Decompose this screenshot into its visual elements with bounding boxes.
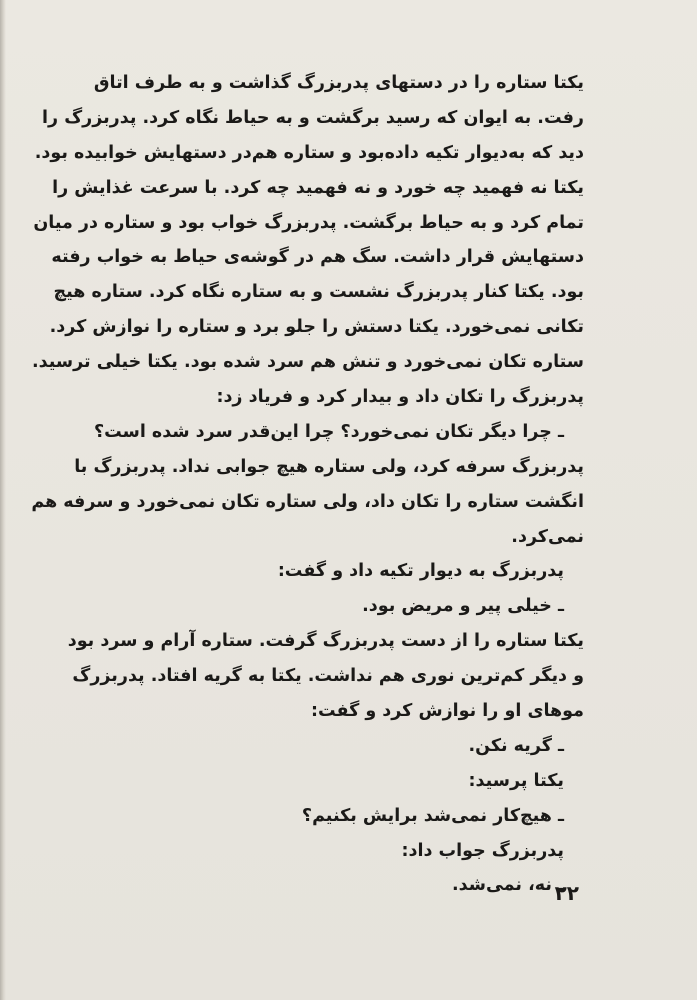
text-line: دید که به‌دیوار تکیه داده‌بود و ستاره هم‌در دستهایش خوابیده بود.: [34, 142, 584, 163]
text-line: پدربزرگ را تکان داد و بیدار کرد و فریاد زد:: [216, 387, 584, 408]
page-number: ۲۲: [554, 881, 579, 905]
dialogue-line: ـ نه، نمی‌شد.: [452, 875, 564, 896]
page-gutter-shadow: [0, 0, 6, 1000]
text-line: ستاره تکان نمی‌خورد و تنش هم سرد شده بود. یکتا خیلی ترسید.: [32, 352, 584, 373]
text-line: تمام کرد و به حیاط برگشت. پدربزرگ خواب بود و ستاره در میان: [33, 212, 584, 233]
dialogue-line: ـ خیلی پیر و مریض بود.: [362, 596, 564, 617]
text-line: دستهایش قرار داشت. سگ هم در گوشه‌ی حیاط به خواب رفته: [51, 247, 584, 268]
text-line: بود. یکتا کنار پدربزرگ نشست و به ستاره نگاه کرد. ستاره هیچ: [53, 282, 584, 303]
text-line: انگشت ستاره را تکان داد، ولی ستاره تکان نمی‌خورد و سرفه هم: [31, 491, 584, 512]
text-line: نمی‌کرد.: [511, 526, 584, 547]
text-line: رفت. به ایوان که رسید برگشت و به حیاط نگاه کرد. پدربزرگ را: [42, 107, 584, 128]
text-line: یکتا ستاره را از دست پدربزرگ گرفت. ستاره آرام و سرد بود: [67, 631, 584, 652]
text-line: تکانی نمی‌خورد. یکتا دستش را جلو برد و ستاره را نوازش کرد.: [49, 317, 584, 338]
text-line: و دیگر کم‌ترین نوری هم نداشت. یکتا به گریه افتاد. پدربزرگ: [72, 666, 584, 687]
text-line: پدربزرگ به دیوار تکیه داد و گفت:: [277, 561, 564, 582]
dialogue-line: ـ چرا دیگر تکان نمی‌خورد؟ چرا این‌قدر سرد شده است؟: [93, 421, 564, 442]
text-line: یکتا نه فهمید چه خورد و نه فهمید چه کرد. با سرعت غذایش را: [52, 177, 584, 198]
dialogue-line: ـ هیچ‌کار نمی‌شد برایش بکنیم؟: [301, 805, 564, 826]
text-line: یکتا پرسید:: [468, 770, 564, 791]
text-line: یکتا ستاره را در دستهای پدربزرگ گذاشت و به طرف اتاق: [93, 73, 584, 93]
story-text: [31, 66, 584, 903]
text-line: پدربزرگ جواب داد:: [401, 840, 564, 861]
text-line: پدربزرگ سرفه کرد، ولی ستاره هیچ جوابی نداد. پدربزرگ با: [74, 456, 584, 477]
dialogue-line: ـ گریه نکن.: [468, 735, 564, 756]
text-line: موهای او را نوازش کرد و گفت:: [310, 701, 584, 722]
